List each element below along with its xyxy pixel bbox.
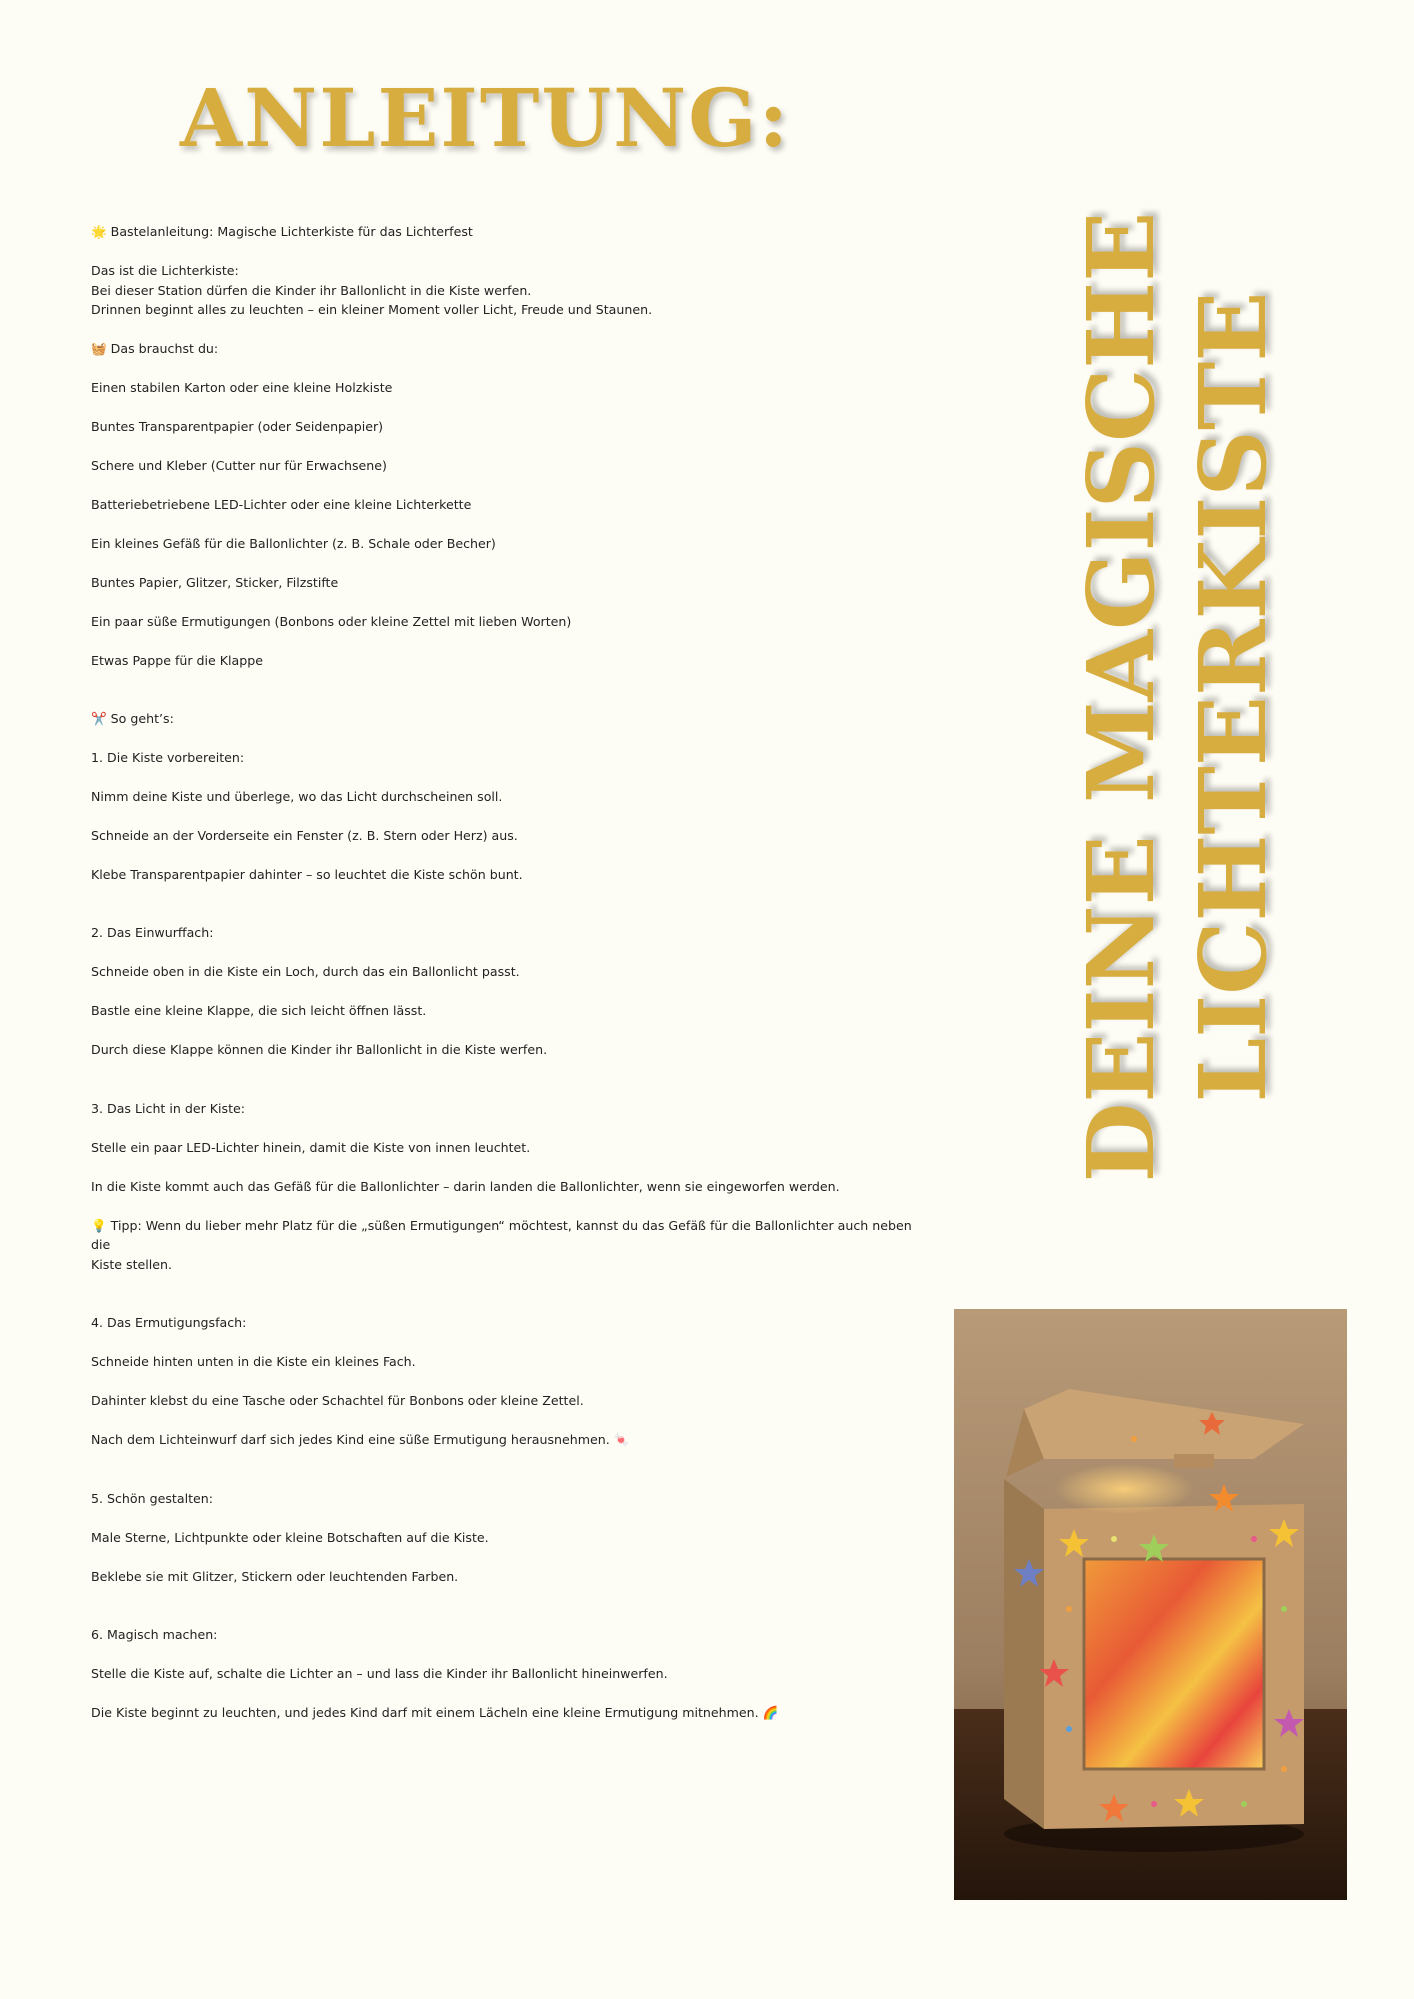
step-item: In die Kiste kommt auch das Gefäß für die Ballonlichter – darin landen die Ballonlichter, wenn sie eingeworfen werden. [91,1178,840,1194]
step-heading: 6. Magisch machen: [91,1627,218,1642]
step-item: Dahinter klebst du eine Tasche oder Schachtel für Bonbons oder kleine Zettel. [91,1393,584,1408]
step-item: Stelle ein paar LED-Lichter hinein, damit die Kiste von innen leuchtet. [91,1139,531,1155]
step-item: Die Kiste beginnt zu leuchten, und jedes Kind darf mit einem Lächeln eine kleine Ermutigung mitnehmen. 🌈 [91,1705,779,1720]
step-item: Bastle eine kleine Klappe, die sich leicht öffnen lässt. [91,1003,427,1018]
material-item: Ein paar süße Ermutigungen (Bonbons oder kleine Zettel mit lieben Worten) [91,614,572,629]
intro-line: Das ist die Lichterkiste: [91,263,239,278]
intro-line: Drinnen beginnt alles zu leuchten – ein kleiner Moment voller Licht, Freude und Staunen. [91,302,653,317]
vertical-title-line: DEINE MAGISCHE [1067,211,1175,1183]
intro-line: Bei dieser Station dürfen die Kinder ihr Ballonlicht in die Kiste werfen. [91,282,532,298]
step-item: Nach dem Lichteinwurf darf sich jedes Kind eine süße Ermutigung herausnehmen. 🍬 [91,1432,630,1447]
material-item: Buntes Transparentpapier (oder Seidenpapier) [91,419,384,434]
step-heading: 1. Die Kiste vorbereiten: [91,749,245,765]
step-item: Schneide hinten unten in die Kiste ein kleines Fach. [91,1354,416,1369]
material-item: Ein kleines Gefäß für die Ballonlichter (z. B. Schale oder Becher) [91,536,496,551]
step-heading: 5. Schön gestalten: [91,1490,213,1506]
vertical-title-line: LICHTERKISTE [1179,291,1287,1103]
step-heading: 2. Das Einwurffach: [91,925,214,940]
lantern-box-photo [954,1309,1347,1900]
step-item: Schneide an der Vorderseite ein Fenster (z. B. Stern oder Herz) aus. [91,827,518,843]
step-heading: 3. Das Licht in der Kiste: [91,1100,246,1116]
step-item: Stelle die Kiste auf, schalte die Lichter an – und lass die Kinder ihr Ballonlicht hineinwerfen. [91,1666,668,1681]
materials-heading: 🧺 Das brauchst du: [91,341,219,356]
page-title: ANLEITUNG: [180,71,791,165]
material-item: Schere und Kleber (Cutter nur für Erwachsene) [91,458,387,473]
step-item: Durch diese Klappe können die Kinder ihr Ballonlicht in die Kiste werfen. [91,1042,548,1057]
intro-heading: 🌟 Bastelanleitung: Magische Lichterkiste für das Lichterfest [91,224,473,239]
step-item: Nimm deine Kiste und überlege, wo das Licht durchscheinen soll. [91,788,503,804]
tip-text: 💡 Tipp: Wenn du lieber mehr Platz für die „süßen Ermutigungen“ möchtest, kannst du das Gefäß für die Ballonlichter auch neben die [91,1217,912,1252]
step-item: Beklebe sie mit Glitzer, Stickern oder leuchtenden Farben. [91,1568,459,1584]
step-item: Klebe Transparentpapier dahinter – so leuchtet die Kiste schön bunt. [91,866,523,882]
material-item: Buntes Papier, Glitzer, Sticker, Filzstifte [91,575,339,590]
material-item: Batteriebetriebene LED-Lichter oder eine kleine Lichterkette [91,497,472,512]
material-item: Etwas Pappe für die Klappe [91,653,264,668]
steps-heading: ✂️ So geht’s: [91,710,174,726]
step-heading: 4. Das Ermutigungsfach: [91,1315,247,1330]
vertical-title [1065,191,1289,1203]
instructions-text [91,222,931,1723]
tip-text: Kiste stellen. [91,1256,172,1272]
step-item: Male Sterne, Lichtpunkte oder kleine Botschaften auf die Kiste. [91,1529,489,1545]
step-item: Schneide oben in die Kiste ein Loch, durch das ein Ballonlicht passt. [91,964,520,979]
material-item: Einen stabilen Karton oder eine kleine Holzkiste [91,380,393,395]
